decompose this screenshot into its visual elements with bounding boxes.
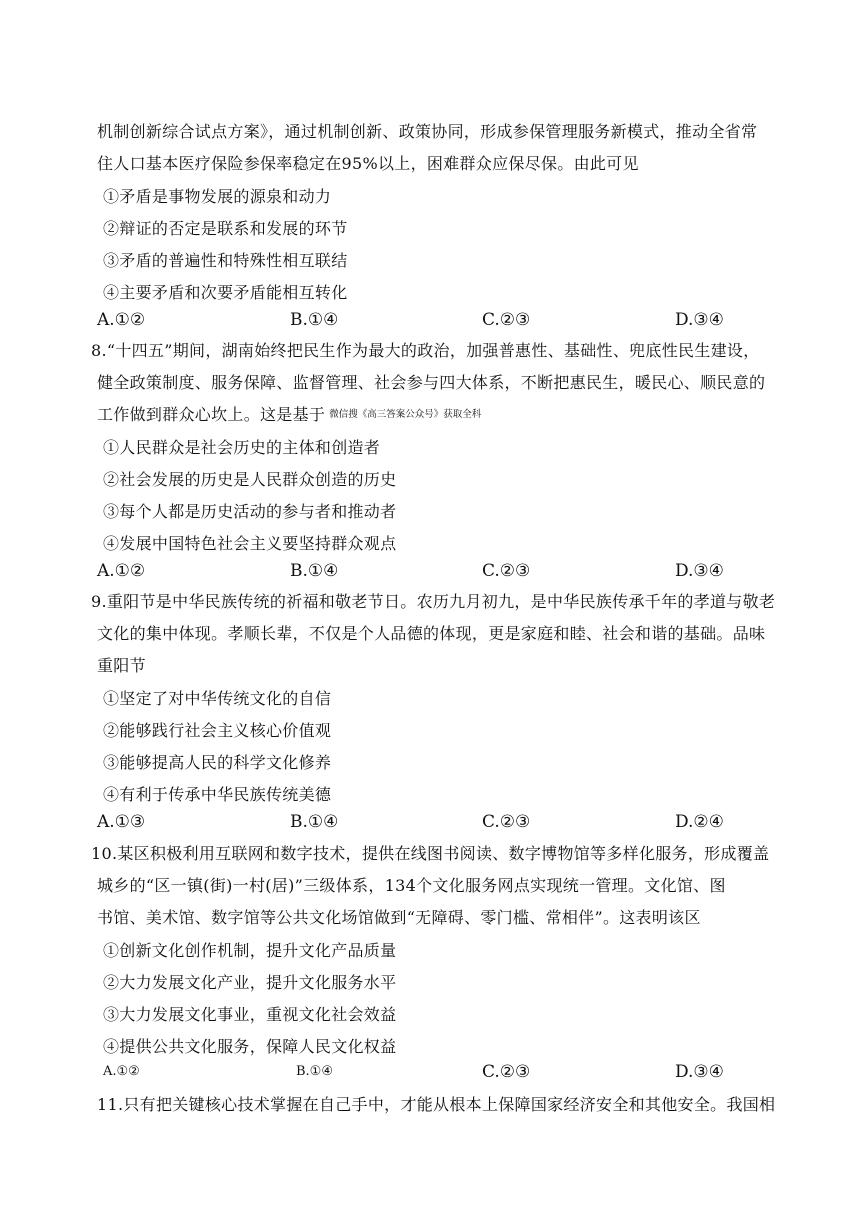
q9-statement-1: ①坚定了对中华传统文化的自信 <box>103 689 332 708</box>
q7-option-a[interactable]: A.①② <box>97 310 146 330</box>
q8-stem-line-2: 健全政策制度、服务保障、监督管理、社会参与四大体系，不断把惠民生，暖民心、顺民意的 <box>97 373 766 392</box>
q9-statement-2: ②能够践行社会主义核心价值观 <box>103 721 332 740</box>
q7-options <box>97 308 797 332</box>
q7-option-b[interactable]: B.①④ <box>290 310 339 330</box>
q9-option-b[interactable]: B.①④ <box>290 812 339 832</box>
q8-stem-line-3 <box>97 404 797 426</box>
q10-stem-line-1: 10.某区积极利用互联网和数字技术，提供在线图书阅读、数字博物馆等多样化服务，形成覆盖 <box>91 844 770 863</box>
q10-options <box>97 1060 797 1084</box>
q7-statement-1: ①矛盾是事物发展的源泉和动力 <box>103 187 332 206</box>
q8-stem-line-1: 8.“十四五”期间，湖南始终把民生作为最大的政治，加强普惠性、基础性、兜底性民生建设， <box>91 341 760 360</box>
q8-option-c[interactable]: C.②③ <box>482 561 531 581</box>
q8-option-a[interactable]: A.①② <box>97 561 146 581</box>
q10-option-d[interactable]: D.③④ <box>675 1062 724 1082</box>
q10-statement-1: ①创新文化创作机制，提升文化产品质量 <box>103 941 397 960</box>
q8-statement-2: ②社会发展的历史是人民群众创造的历史 <box>103 470 397 489</box>
q10-statement-3: ③大力发展文化事业，重视文化社会效益 <box>103 1005 397 1024</box>
q8-statement-4: ④发展中国特色社会主义要坚持群众观点 <box>103 534 397 553</box>
q8-stem-text: 工作做到群众心坎上。这是基于 <box>97 405 326 424</box>
q7-statement-2: ②辩证的否定是联系和发展的环节 <box>103 219 348 238</box>
q8-statement-1: ①人民群众是社会历史的主体和创造者 <box>103 438 381 457</box>
q11-stem-line-1: 11.只有把关键核心技术掌握在自己手中，才能从根本上保障国家经济安全和其他安全。我国相 <box>97 1095 776 1114</box>
q10-option-a[interactable]: A.①② <box>103 1064 140 1079</box>
q9-statement-4: ④有利于传承中华民族传统美德 <box>103 785 332 804</box>
q10-option-b[interactable]: B.①④ <box>296 1064 333 1079</box>
q7-option-c[interactable]: C.②③ <box>482 310 531 330</box>
q9-options <box>97 810 797 834</box>
q7-statement-3: ③矛盾的普遍性和特殊性相互联结 <box>103 251 348 270</box>
watermark-text: 微信搜《高三答案公众号》获取全科 <box>329 409 482 420</box>
q9-option-d[interactable]: D.②④ <box>675 812 724 832</box>
q8-options <box>97 559 797 583</box>
q7-stem-line-1: 机制创新综合试点方案》，通过机制创新、政策协同，形成参保管理服务新模式，推动全省常 <box>97 122 758 141</box>
q7-stem-line-2: 住人口基本医疗保险参保率稳定在95%以上，困难群众应保尽保。由此可见 <box>97 154 639 173</box>
q10-statement-4: ④提供公共文化服务，保障人民文化权益 <box>103 1037 397 1056</box>
q9-option-a[interactable]: A.①③ <box>97 812 146 832</box>
q7-statement-4: ④主要矛盾和次要矛盾能相互转化 <box>103 283 348 302</box>
q10-stem-line-3: 书馆、美术馆、数字馆等公共文化场馆做到“无障碍、零门槛、常相伴”。这表明该区 <box>97 908 701 927</box>
q8-option-d[interactable]: D.③④ <box>675 561 724 581</box>
q10-statement-2: ②大力发展文化产业，提升文化服务水平 <box>103 973 397 992</box>
q10-stem-line-2: 城乡的“区一镇(街)一村(居)”三级体系，134个文化服务网点实现统一管理。文化馆、图 <box>97 876 726 895</box>
q7-option-d[interactable]: D.③④ <box>675 310 724 330</box>
q9-stem-line-2: 文化的集中体现。孝顺长辈，不仅是个人品德的体现，更是家庭和睦、社会和谐的基础。品味 <box>97 624 766 643</box>
q9-option-c[interactable]: C.②③ <box>482 812 531 832</box>
q8-option-b[interactable]: B.①④ <box>290 561 339 581</box>
q9-stem-line-1: 9.重阳节是中华民族传统的祈福和敬老节日。农历九月初九，是中华民族传承千年的孝道与敬老 <box>91 592 776 611</box>
q8-statement-3: ③每个人都是历史活动的参与者和推动者 <box>103 502 397 521</box>
q10-option-c[interactable]: C.②③ <box>482 1062 531 1082</box>
q9-stem-line-3: 重阳节 <box>97 656 146 675</box>
q9-statement-3: ③能够提高人民的科学文化修养 <box>103 753 332 772</box>
